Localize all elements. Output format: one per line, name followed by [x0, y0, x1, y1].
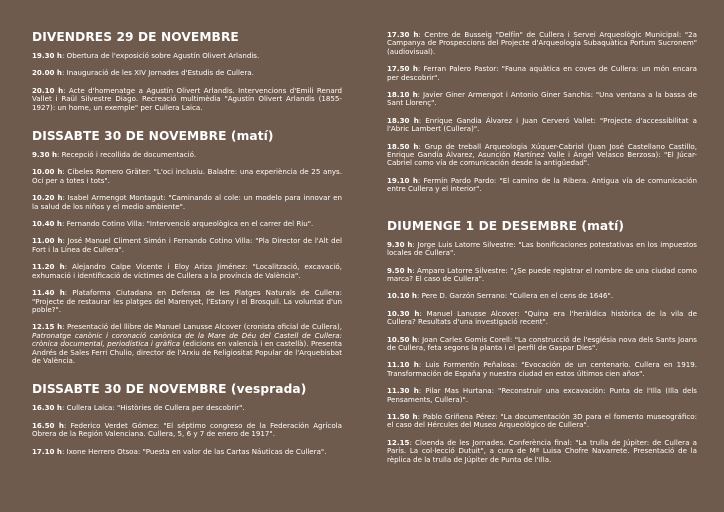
schedule-entry: 11.20 h: Alejandro Calpe Vicente i Eloy Ariza Jiménez: "Localització, excavació, exhumació i identificació de víctimes de Cullera a la província de València". — [32, 262, 342, 280]
schedule-entry: 17.10 h: Ixone Herrero Otsoa: "Puesta en valor de las Cartas Náuticas de Cullera". — [32, 446, 327, 456]
schedule-entry: 9.50 h: Amparo Latorre Silvestre: "¿Se puede registrar el nombre de una ciudad como marca? El caso de Cullera". — [387, 265, 697, 283]
right-column — [387, 31, 697, 473]
schedule-entry: 9.30 h: Recepció i recollida de documentació. — [32, 150, 197, 160]
schedule-entry: 11.30 h: Pilar Mas Hurtana: "Reconstruir una excavación: Punta de l'Illa (Illa dels Pensaments, Cullera)". — [387, 386, 697, 404]
schedule-entry: 16.50 h: Federico Verdet Gómez: "El séptimo congreso de la Federación Agrícola Obrera de la Región Valenciana. Cullera, 5, 6 y 7 de enero de 1917". — [32, 420, 342, 439]
schedule-entry: 10.30 h: Manuel Lanusse Alcover: "Quina era l'heràldica històrica de la vila de Cullera? Resultats d'una investigació recent". — [387, 308, 697, 327]
schedule-entry: 11.00 h: José Manuel Climent Simón i Fernando Cotino Villa: "Pla Director de l'Alt del Fort i la Línea de Cullera". — [32, 236, 342, 254]
section-heading-saturday-afternoon: DISSABTE 30 DE NOVEMBRE (vesprada) — [32, 382, 307, 397]
schedule-entry: 11.40 h: Plataforma Ciutadana en Defensa de les Platges Naturals de Cullera: "Projecte de restaurar les platges del Marenyet, l'Estany i el Brosquil. La voluntat d'un poble?". — [32, 288, 342, 314]
section-heading-saturday-morning: DISSABTE 30 DE NOVEMBRE (matí) — [32, 129, 274, 144]
schedule-entry: 16.30 h: Cullera Laica: "Històries de Cullera per descobrir". — [32, 403, 245, 413]
left-column — [32, 30, 342, 465]
schedule-entry: 18.10 h: Javier Giner Armengot i Antonio Giner Sanchis: "Una ventana a la bassa de Sant Llorenç". — [387, 90, 697, 108]
schedule-entry: 9.30 h: Jorge Luis Latorre Silvestre: "Las bonificaciones potestativas en los impuestos locales de Cullera". — [387, 239, 697, 258]
schedule-entry: 17.50 h: Ferran Palero Pastor: "Fauna aquàtica en coves de Cullera: un món encara per descobrir". — [387, 64, 697, 82]
schedule-entry: 20.10 h: Acte d'homenatge a Agustín Olivert Arlandis. Intervencions d'Emili Renard Vallet i Raül Silvestre Diago. Recreació multimèdia "Agustín Olivert Arlandis (1855-1927): un home, un exemple" per Cullera Laica. — [32, 85, 342, 112]
schedule-entry: 10.10 h: Pere D. Garzón Serrano: "Cullera en el cens de 1646". — [387, 291, 613, 301]
schedule-entry: 10.50 h: Joan Carles Gomis Corell: "La construcció de l'església nova dels Sants Joans de Cullera, feta segons la planta i el perfil de Gaspar Dies". — [387, 334, 697, 352]
schedule-entry: 10.40 h: Fernando Cotino Villa: "Intervenció arqueològica en el carrer del Riu". — [32, 219, 314, 229]
schedule-entry: 10.00 h: Cibeles Romero Gräter: "L'oci inclusiu. Baladre: una experiència de 25 anys. Oci per a totes i tots". — [32, 167, 342, 185]
schedule-entry: 18.50 h: Grup de treball Arqueologia Xúquer-Cabriol (Juan José Castellano Castillo, Enrique Gandia Álvarez, Asunción Martínez Valle i Ángel Velasco Berzosa): "El Júcar-Cabriel como vía de comunicación desde la antigüedad". — [387, 141, 697, 168]
schedule-entry: 12.15: Cloenda de les Jornades. Conferència final: "La trulla de Júpiter: de Cullera a París. La col·lecció Dutuit", a cura de Mª Luisa Chofre Navarrete. Presentació de la rèplica de la trulla de Júpiter de Punta de l'Illa. — [387, 437, 697, 464]
schedule-entry: 10.20 h: Isabel Armengot Montagut: "Caminando al cole: un modelo para innovar en la salud de los niños y el medio ambiente". — [32, 193, 342, 211]
schedule-entry: 20.00 h: Inauguració de les XIV Jornades d'Estudis de Cullera. — [32, 68, 254, 78]
section-heading-friday: DIVENDRES 29 DE NOVEMBRE — [32, 30, 239, 44]
schedule-entry: 11.50 h: Pablo Griñena Pérez: "La documentación 3D para el fomento museográfico: el caso del Hércules del Museo Arqueológico de Cullera". — [387, 411, 697, 430]
schedule-entry: 11.10 h: Luis Formentín Peñalosa: "Evocación de un centenario. Cullera en 1919. Transformación de España y nuestra ciudad en estos últimos cien años". — [387, 360, 697, 378]
schedule-entry: 12.15 h: Presentació del llibre de Manuel Lanusse Alcover (cronista oficial de Cullera), Patronatge canònic i coronació canònica de la Mare de Déu del Castell de Cullera: crònica documental, periodística i gràfica (edicions en valencià i en castellà). Presenta Andrés de Sales Ferri Chulio, director de l'Arxiu de Religiositat Popular de l'Arquebisbat de València. — [32, 322, 342, 365]
schedule-entry: 19.30 h: Obertura de l'exposició sobre Agustín Olivert Arlandis. — [32, 51, 260, 60]
section-heading-sunday-morning: DIUMENGE 1 DE DESEMBRE (matí) — [387, 218, 625, 233]
schedule-entry: 19.10 h: Fermín Pardo Pardo: "El camino de la Ribera. Antigua vía de comunicación entre Cullera y el interior". — [387, 175, 697, 194]
schedule-entry: 18.30 h: Enrique Gandia Álvarez i Juan Cerveró Vallet: "Projecte d'accessibilitat a l'Abric Lambert (Cullera)". — [387, 115, 697, 134]
schedule-entry: 17.30 h: Centre de Busseig "Delfín" de Cullera i Servei Arqueològic Municipal: "2a Campanya de Prospeccions del Projecte d'Arqueologia Subaquàtica Portum Sucronem" (audiovisual). — [387, 30, 697, 56]
